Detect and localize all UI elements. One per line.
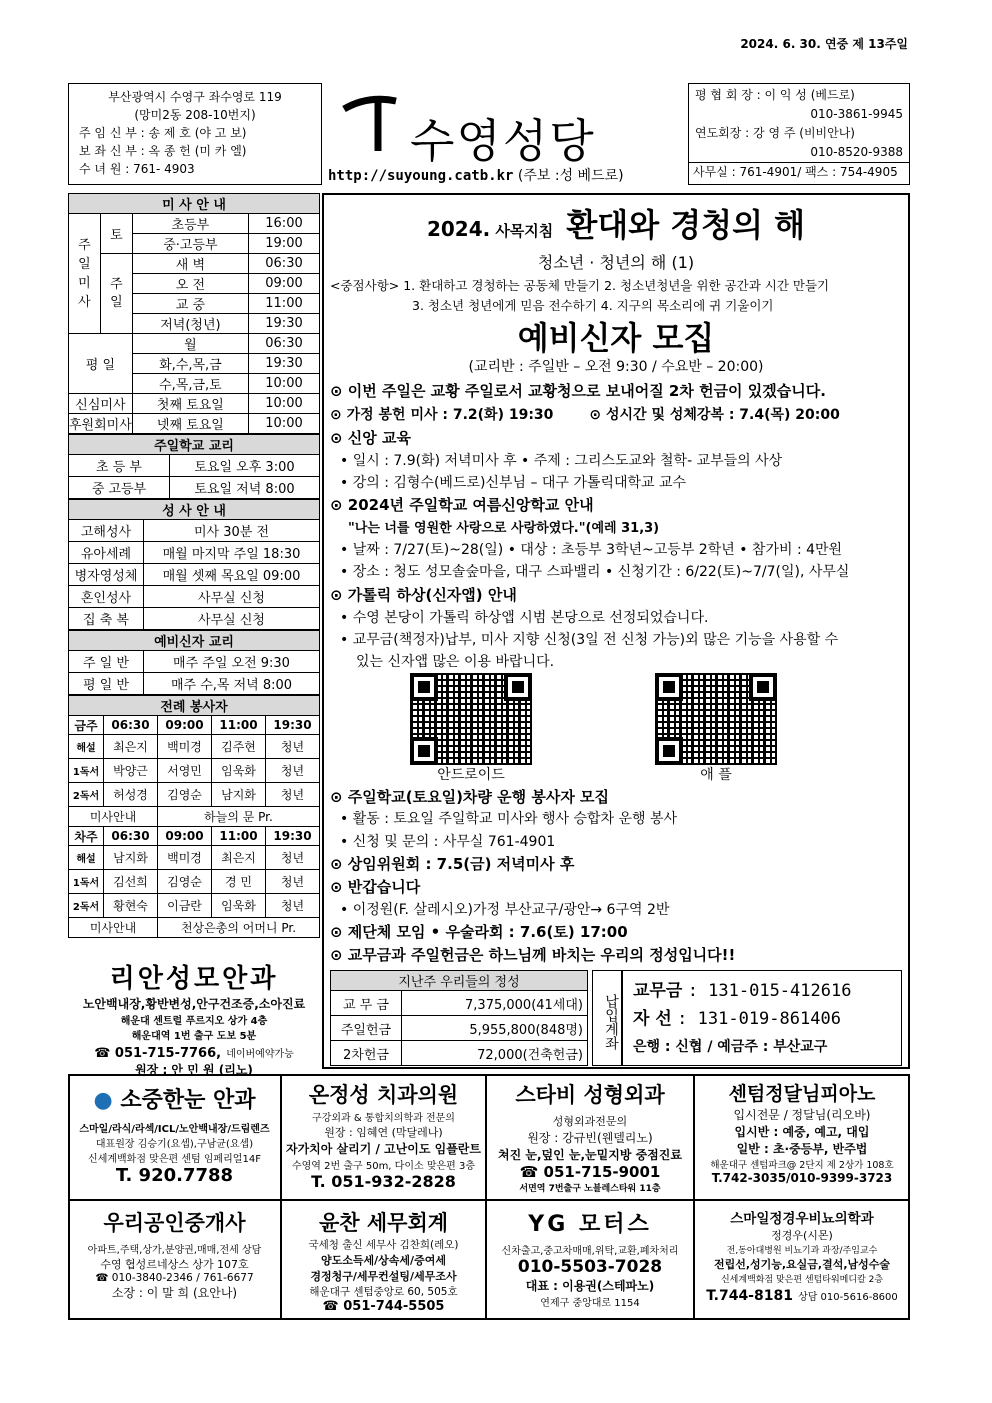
ad-smile-urology <box>694 1200 910 1320</box>
servers-head: 11:00 <box>212 716 266 735</box>
server-name: 김선희 <box>104 870 158 894</box>
ad-name: YG 모터스 <box>528 1212 652 1237</box>
notice-item: • 교무금(책정자)납부, 미사 지향 신청(3일 전 신청 가능)외 많은 기능을 사용할 수 <box>340 632 839 648</box>
ad-name: 온정성 치과의원 <box>308 1083 459 1107</box>
ad-line: 스마일/라식/라섹/ICL/노안백내장/드림렌즈 <box>79 1124 270 1135</box>
school-row-label: 초 등 부 <box>69 455 170 477</box>
sunday-label: 주 일 <box>100 254 132 334</box>
yeondo-president-phone: 010-8520-9388 <box>810 145 903 159</box>
recruit-subtitle: (교리반 : 주일반 – 오전 9:30 / 수요반 – 20:00) <box>468 359 764 375</box>
servers-guide: 천상은총의 어머니 Pr. <box>158 918 320 938</box>
server-name: 청년 <box>266 894 320 918</box>
notice-heading: ⊙ 신앙 교육 <box>330 429 411 447</box>
pastoral-heading <box>330 200 902 246</box>
school-row-time: 토요일 오후 3:00 <box>170 455 320 477</box>
server-name: 김영순 <box>158 870 212 894</box>
website-link[interactable]: http://suyoung.catb.kr <box>328 168 514 184</box>
server-name: 백미경 <box>158 735 212 759</box>
servers-head: 19:30 <box>266 827 320 846</box>
account-number: : 131-015-412616 <box>687 981 852 1001</box>
notice-heading: ⊙ 이번 주일은 교황 주일로서 교황청으로 보내어질 2차 헌금이 있겠습니다. <box>330 382 826 400</box>
mass-row-label: 수,목,금,토 <box>132 374 248 394</box>
server-name: 임욱화 <box>212 894 266 918</box>
ad-line: 입시전문 / 정달님(리오바) <box>733 1108 871 1122</box>
ad-phone: ☎ 051-715-9001 <box>519 1163 661 1181</box>
offering-label: 2차헌금 <box>331 1041 402 1066</box>
sacrament-title: 성 사 안 내 <box>69 500 320 520</box>
convent-phone: 수 녀 원 : 761- 4903 <box>79 162 195 176</box>
ad-phone-note: 네이버예약가능 <box>226 1049 294 1060</box>
account-info <box>622 970 902 1066</box>
ad-line: 해운대구 센텀중앙로 60, 505호 <box>309 1286 458 1298</box>
focus-points <box>330 276 906 316</box>
church-logo-icon <box>338 87 408 161</box>
account-label: 교무금 <box>633 981 683 1001</box>
sacrament-label: 고해성사 <box>69 520 144 542</box>
ad-onjungsung-dental <box>281 1074 486 1200</box>
ad-line: 일반 : 초·중등부, 반주법 <box>736 1142 868 1156</box>
sacrament-info: 미사 30분 전 <box>144 520 320 542</box>
notice-heading: ⊙ 상임위원회 : 7.5(금) 저녁미사 후 <box>330 855 575 873</box>
mass-row-label: 중·고등부 <box>132 234 248 254</box>
server-name: 최은지 <box>104 735 158 759</box>
ad-line: 신차출고,중고차매매,위탁,교환,폐차처리 <box>501 1246 679 1257</box>
ad-line: 해운대구 센텀파크@ 2단지 제 2상가 108호 <box>710 1160 894 1171</box>
masthead <box>324 83 688 185</box>
server-name: 허성경 <box>104 783 158 807</box>
offering-title: 지난주 우리들의 정성 <box>331 971 588 991</box>
ad-phone: 010-5503-7028 <box>517 1257 663 1277</box>
servers-head: 차주 <box>69 827 104 846</box>
notice-item: • 이정원(F. 살레시오)가정 부산교구/광안→ 6구역 2반 <box>340 902 670 918</box>
ad-line: 연제구 중앙대로 1154 <box>540 1298 640 1309</box>
offering-amount: 7,375,000(41세대) <box>402 991 588 1016</box>
notice-heading: ⊙ 반갑습니다 <box>330 878 421 896</box>
extra-mass-time: 10:00 <box>249 394 320 414</box>
account-number: : 131-019-861406 <box>677 1009 841 1029</box>
server-name: 청년 <box>266 735 320 759</box>
focus-item: 2. 청소년청년을 위한 공간과 시간 만들기 <box>604 278 830 293</box>
server-name: 황현숙 <box>104 894 158 918</box>
notice-item: • 장소 : 청도 성모솔숲마을, 대구 스파밸리 • 신청기간 : 6/22(토)~7/7(일), 사무실 <box>340 564 850 580</box>
ad-line: 대표 : 이용권(스테파노) <box>525 1279 655 1293</box>
servers-role: 해설 <box>69 846 104 870</box>
server-name: 청년 <box>266 870 320 894</box>
notice-heading: ⊙ 가톨릭 하상(신자앱) 안내 <box>330 586 517 604</box>
pastoral-year: 2024. <box>426 217 491 241</box>
payment-label <box>592 970 622 1066</box>
servers-role: 2독서 <box>69 894 104 918</box>
ad-name: 센텀정달님피아노 <box>728 1083 876 1105</box>
server-name: 임욱화 <box>212 759 266 783</box>
saturday-label: 토 <box>100 214 132 254</box>
weekday-label: 평 일 <box>69 334 133 394</box>
servers-guide-label: 미사안내 <box>69 807 158 827</box>
extra-mass-label: 후원회미사 <box>69 414 133 434</box>
ad-line: 쳐진 눈,덮인 눈,눈밑지방 중점진료 <box>498 1148 682 1162</box>
parish-address-sub: (망미2동 208-10번지) <box>134 108 256 122</box>
notice-item: • 활동 : 토요일 주일학교 미사와 행사 승합차 운행 봉사 <box>340 811 678 827</box>
notice-item: • 수영 본당이 가톨릭 하상앱 시범 본당으로 선정되었습니다. <box>340 610 709 626</box>
council-president: 평 협 회 장 : 이 익 성 (베드로) <box>695 88 855 102</box>
mass-title: 미 사 안 내 <box>69 194 320 214</box>
payment-label-text: 납입계좌 <box>603 994 619 1050</box>
qr-apple-icon[interactable] <box>655 673 777 765</box>
servers-head: 06:30 <box>104 716 158 735</box>
yeondo-president: 연도회장 : 강 영 주 (비비안나) <box>695 126 855 140</box>
offering-amount: 5,955,800(848명) <box>402 1016 588 1041</box>
servers-role: 1독서 <box>69 870 104 894</box>
ad-line: 신세계백화점 맞은편 센텀타워메디칼 2층 <box>720 1275 884 1285</box>
mass-row-time: 19:00 <box>249 234 320 254</box>
mass-row-time: 19:30 <box>249 354 320 374</box>
pastor: 주 임 신 부 : 송 제 호 (야 고 보) <box>79 126 247 140</box>
offering-amount: 72,000(건축헌금) <box>402 1041 588 1066</box>
servers-role: 1독서 <box>69 759 104 783</box>
ad-line: 원장 : 안 민 원 (리노) <box>135 1063 253 1077</box>
catechumen-label: 주 일 반 <box>69 651 144 673</box>
extra-mass-label: 신심미사 <box>69 394 133 414</box>
notice-heading: ⊙ 제단체 모임 • 우술라회 : 7.6(토) 17:00 <box>330 923 628 941</box>
mass-row-time: 09:00 <box>249 274 320 294</box>
servers-guide-label: 미사안내 <box>69 918 158 938</box>
focus-item: 1. 환대하고 경청하는 공동체 만들기 <box>403 278 601 293</box>
notice-text: ⊙ 가정 봉헌 미사 : 7.2(화) 19:30 <box>330 407 554 423</box>
school-row-time: 토요일 저녁 8:00 <box>170 477 320 499</box>
servers-head: 11:00 <box>212 827 266 846</box>
ad-line: 원장 : 강규빈(웬델리노) <box>527 1131 653 1145</box>
ad-title: 리안성모안과 <box>109 964 279 994</box>
notice-item: • 날짜 : 7/27(토)~28(일) • 대상 : 초등부 3학년~고등부 2학년 • 참가비 : 4만원 <box>340 542 843 558</box>
server-name: 남지화 <box>104 846 158 870</box>
notice-heading <box>330 404 840 424</box>
ad-line: 국세청 출신 세무사 김찬희(레오) <box>308 1239 459 1251</box>
sunday-school-table <box>68 434 320 499</box>
servers-guide: 하늘의 문 Pr. <box>158 807 320 827</box>
ad-line: 해운대 센트럴 푸르지오 상가 4층 <box>120 1016 268 1027</box>
church-name: 수영성당 <box>410 114 596 168</box>
mass-row-time: 06:30 <box>249 334 320 354</box>
ad-line: 전,동아대병원 비뇨기과 과장/주임교수 <box>726 1246 878 1256</box>
ad-line: 자가치아 살리기 / 고난이도 임플란트 <box>286 1142 481 1156</box>
account-label: 자 선 <box>633 1009 672 1029</box>
notice-heading: ⊙ 주일학교(토요일)차량 운행 봉사자 모집 <box>330 788 610 806</box>
server-name: 청년 <box>266 846 320 870</box>
ad-line: 대표원장 김승기(요셉),구남균(요셉) <box>95 1139 254 1150</box>
ad-name: 윤찬 세무회계 <box>318 1211 449 1235</box>
ad-line: 경정청구/세무컨설팅/세무조사 <box>310 1270 457 1283</box>
notice-item: • 강의 : 김형수(베드로)신부님 – 대구 가톨릭대학교 교수 <box>340 475 687 491</box>
qr-android-label: 안드로이드 <box>437 767 505 783</box>
mass-row-label: 새 벽 <box>132 254 248 274</box>
notice-item: • 일시 : 7.9(화) 저녁미사 후 • 주제 : 그리스도교와 철학- 교부들의 사상 <box>340 453 783 469</box>
mass-schedule <box>68 193 320 434</box>
notice-item: • 신청 및 문의 : 사무실 761-4901 <box>340 834 556 850</box>
assistant-priest: 보 좌 신 부 : 옥 종 헌 (미 카 엘) <box>79 144 247 158</box>
servers-head: 06:30 <box>104 827 158 846</box>
ad-phone: T.744-8181 <box>706 1288 793 1304</box>
sacrament-table <box>68 499 320 630</box>
server-name: 김영순 <box>158 783 212 807</box>
server-name: 백미경 <box>158 846 212 870</box>
offering-table <box>330 970 588 1066</box>
ad-phone: ☎ 051-715-7766, <box>94 1046 222 1061</box>
ad-line: 노안백내장,황반변성,안구건조증,소아진료 <box>82 997 306 1011</box>
sacrament-info: 사무실 신청 <box>144 608 320 630</box>
offering-label: 교 무 금 <box>331 991 402 1016</box>
server-name: 남지화 <box>212 783 266 807</box>
mass-row-label: 월 <box>132 334 248 354</box>
mass-row-time: 06:30 <box>249 254 320 274</box>
focus-item: 3. 청소년 청년에게 믿음 전수하기 <box>412 298 597 313</box>
ad-centum-piano <box>694 1074 910 1200</box>
server-name: 이금란 <box>158 894 212 918</box>
sacrament-label: 혼인성사 <box>69 586 144 608</box>
school-title: 주일학교 교리 <box>69 435 320 455</box>
sacrament-info: 매월 셋째 목요일 09:00 <box>144 564 320 586</box>
servers-head: 09:00 <box>158 716 212 735</box>
catechumen-table <box>68 630 320 695</box>
ad-line: 해운대역 1번 출구 도보 5분 <box>131 1031 257 1042</box>
ad-line: 입시반 : 예중, 예고, 대입 <box>734 1125 870 1139</box>
notice-quote: "나는 너를 영원한 사랑으로 사랑하였다."(예레 31,3) <box>348 521 660 536</box>
mass-row-time: 11:00 <box>249 294 320 314</box>
ad-sojunghan-eye <box>68 1074 281 1200</box>
left-column <box>68 193 320 938</box>
pastoral-subtitle: 청소년 · 청년의 해 (1) <box>537 253 695 272</box>
ad-phone: ☎ 051-744-5505 <box>322 1299 445 1314</box>
ad-line: 소장 : 이 말 희 (요안나) <box>111 1286 238 1300</box>
server-name: 청년 <box>266 783 320 807</box>
mass-row-label: 화,수,목,금 <box>132 354 248 374</box>
focus-item: 4. 지구의 목소리에 귀 기울이기 <box>600 298 774 313</box>
focus-label: <중점사항> <box>330 278 400 293</box>
ad-yg-motors <box>486 1200 694 1320</box>
catechumen-label: 평 일 반 <box>69 673 144 695</box>
servers-table <box>68 695 320 938</box>
parish-info <box>68 83 322 185</box>
extra-mass-day: 넷째 토요일 <box>132 414 248 434</box>
server-name: 서영민 <box>158 759 212 783</box>
council-info <box>688 83 910 185</box>
school-row-label: 중 고등부 <box>69 477 170 499</box>
ad-phone: T. 920.7788 <box>115 1165 234 1186</box>
pastoral-label: 사목지침 <box>495 222 554 240</box>
sunday-mass-label: 주 일 미 사 <box>69 214 101 334</box>
ad-lian-eye <box>68 958 320 1077</box>
mass-row-time: 16:00 <box>249 214 320 234</box>
notice-item: 있는 신자앱 많은 이용 바랍니다. <box>356 654 555 670</box>
ad-line: 양도소득세/상속세/증여세 <box>321 1254 446 1267</box>
server-name: 청년 <box>266 759 320 783</box>
bank-info: 은행 : 신협 / 예금주 : 부산교구 <box>633 1039 828 1055</box>
ad-line: 서면역 7번출구 노블레스타워 11층 <box>519 1184 661 1194</box>
mass-row-label: 오 전 <box>132 274 248 294</box>
ad-line: 신세계백화점 맞은편 센텀 임페리얼14F <box>88 1154 261 1165</box>
notice-text: ⊙ 성시간 및 성체강복 : 7.4(목) 20:00 <box>589 407 840 423</box>
ad-name: 스마일정경우비뇨의학과 <box>730 1211 874 1227</box>
ad-line: 상담 010-5616-8600 <box>798 1292 898 1303</box>
ad-line: 구강외과 & 통합치의학과 전문의 <box>312 1113 455 1124</box>
mass-row-label: 저녁(청년) <box>132 314 248 334</box>
offering-label: 주일헌금 <box>331 1016 402 1041</box>
ad-line: 수영역 2번 출구 50m, 다이소 맞은편 3층 <box>291 1161 476 1172</box>
notice-heading: ⊙ 2024년 주일학교 여름신앙학교 안내 <box>330 496 594 514</box>
servers-role: 해설 <box>69 735 104 759</box>
ad-name: 스타비 성형외과 <box>515 1083 665 1107</box>
droplet-icon: ● <box>93 1088 113 1113</box>
catechumen-title: 예비신자 교리 <box>69 631 320 651</box>
ad-line: 정경우(시몬) <box>771 1229 833 1242</box>
parish-address: 부산광역시 수영구 좌수영로 119 <box>108 90 282 104</box>
ad-phone: ☎ 010-3840-2346 / 761-6677 <box>95 1272 254 1284</box>
ad-phone: T.742-3035/010-9399-3723 <box>711 1171 893 1185</box>
mass-row-label: 교 중 <box>132 294 248 314</box>
pastoral-theme: 환대와 경청의 해 <box>566 206 806 244</box>
mass-row-label: 초등부 <box>132 214 248 234</box>
ad-name: 우리공인중개사 <box>103 1210 246 1235</box>
servers-head: 금주 <box>69 716 104 735</box>
sacrament-info: 사무실 신청 <box>144 586 320 608</box>
sacrament-label: 병자영성체 <box>69 564 144 586</box>
ad-name: 소중한눈 안과 <box>120 1088 256 1113</box>
office-contact: 사무실 : 761-4901/ 팩스 : 754-4905 <box>689 162 909 182</box>
qr-apple-label: 애 플 <box>700 767 732 783</box>
sacrament-label: 집 축 복 <box>69 608 144 630</box>
extra-mass-time: 10:00 <box>249 414 320 434</box>
ad-phone: T. 051-932-2828 <box>311 1172 456 1191</box>
date-line: 2024. 6. 30. 연중 제 13주일 <box>740 37 908 51</box>
ad-starby-plastic <box>486 1074 694 1200</box>
catechumen-time: 매주 주일 오전 9:30 <box>144 651 320 673</box>
ad-line: 수영 협성르네상스 상가 107호 <box>100 1258 249 1271</box>
mass-row-time: 19:30 <box>249 314 320 334</box>
bulletin-editor: (주보 :성 베드로) <box>517 168 624 184</box>
server-name: 최은지 <box>212 846 266 870</box>
ad-line: 원장 : 임혜연 (막달레나) <box>324 1126 443 1139</box>
offering-section <box>330 970 902 1066</box>
council-president-phone: 010-3861-9945 <box>810 107 903 121</box>
ad-line: 전립선,성기능,요실금,결석,남성수술 <box>713 1258 891 1271</box>
server-name: 김주현 <box>212 735 266 759</box>
qr-android-icon[interactable] <box>410 673 532 765</box>
mass-row-time: 10:00 <box>249 374 320 394</box>
server-name: 박양근 <box>104 759 158 783</box>
sacrament-label: 유아세례 <box>69 542 144 564</box>
recruit-title: 예비신자 모집 <box>517 319 715 357</box>
ad-line: 아파트,주택,상가,분양권,매매,전세 상담 <box>87 1245 262 1256</box>
extra-mass-day: 첫째 토요일 <box>132 394 248 414</box>
catechumen-time: 매주 수,목 저녁 8:00 <box>144 673 320 695</box>
sacrament-info: 매월 마지막 주일 18:30 <box>144 542 320 564</box>
notice-heading: ⊙ 교무금과 주일헌금은 하느님께 바치는 우리의 정성입니다!! <box>330 946 736 964</box>
ad-uri-realty <box>68 1200 281 1320</box>
servers-title: 전례 봉사자 <box>69 696 320 716</box>
servers-role: 2독서 <box>69 783 104 807</box>
ad-yunchan-tax <box>281 1200 486 1320</box>
servers-head: 19:30 <box>266 716 320 735</box>
server-name: 경 민 <box>212 870 266 894</box>
servers-head: 09:00 <box>158 827 212 846</box>
ad-line: 성형외과전문의 <box>552 1115 628 1128</box>
